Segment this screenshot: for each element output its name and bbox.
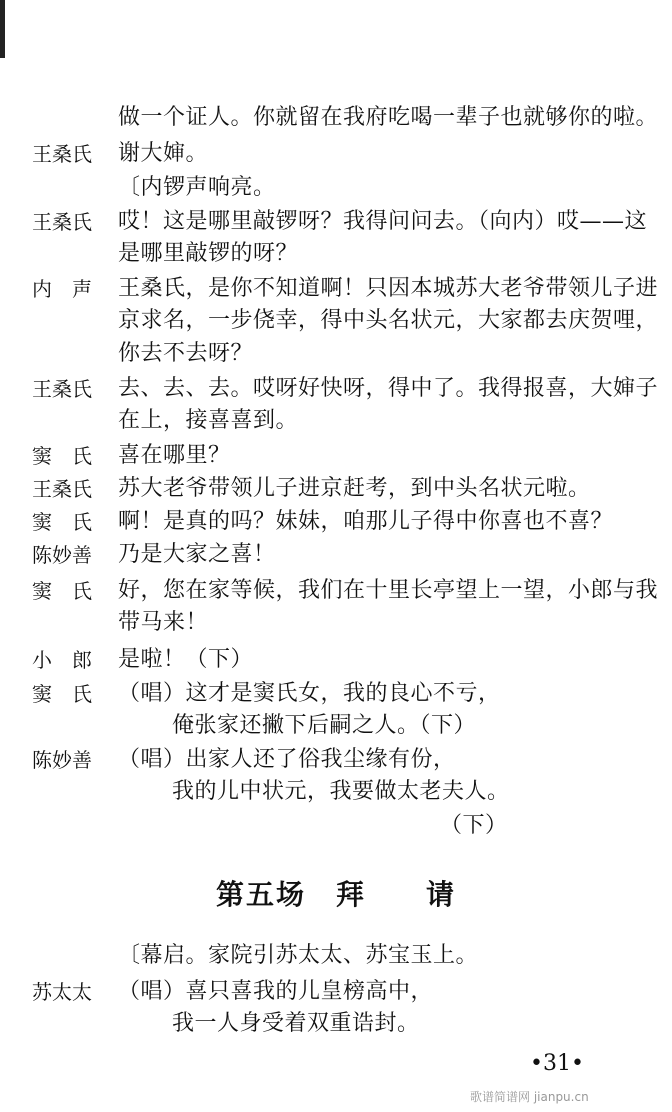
dialogue-line: 我一人身受着双重诰封。	[172, 1011, 420, 1036]
dialogue-line: （唱）出家人还了俗我尘缘有份，	[118, 747, 456, 772]
dialogue-line: 你去不去呀？	[118, 341, 254, 366]
stage-direction: 〔幕启。家院引苏太太、苏宝玉上。	[118, 943, 479, 968]
dialogue-line: 苏大老爷带领儿子进京赶考，到中头名状元啦。	[118, 476, 591, 501]
dialogue-line: 王桑氏，是你不知道啊！只因本城苏大老爷带领儿子进	[118, 276, 659, 301]
dialogue-line: 哎！这是哪里敲锣呀？我得问问去。（向内）哎——这	[118, 209, 648, 234]
dialogue-line: 做一个证人。你就留在我府吃喝一辈子也就够你的啦。	[118, 105, 659, 130]
speaker-name: 窦 氏	[32, 444, 92, 468]
speaker-name: 苏太太	[32, 980, 92, 1004]
speaker-name: 王桑氏	[32, 477, 92, 501]
speaker-name: 王桑氏	[32, 210, 92, 234]
dialogue-line: 好，您在家等候，我们在十里长亭望上一望，小郎与我	[118, 578, 659, 603]
dialogue-line: 是啦！（下）	[118, 647, 254, 672]
dialogue-line: 喜在哪里？	[118, 443, 231, 468]
dialogue-line: 啊！是真的吗？妹妹，咱那儿子得中你喜也不喜？	[118, 509, 614, 534]
dialogue-line: （唱）喜只喜我的儿皇榜高中，	[118, 979, 434, 1004]
speaker-name: 陈妙善	[32, 543, 92, 567]
dialogue-line: 在上，接喜喜到。	[118, 408, 299, 433]
speaker-name: 王桑氏	[32, 377, 92, 401]
dialogue-line: （唱）这才是窦氏女，我的良心不亏，	[118, 681, 501, 706]
scan-edge-mark	[0, 0, 5, 58]
speaker-name: 陈妙善	[32, 748, 92, 772]
stage-direction: （下）	[440, 813, 508, 838]
speaker-name: 内 声	[32, 277, 92, 301]
stage-direction: 〔内锣声响亮。	[118, 175, 276, 200]
page-number: •31•	[530, 1051, 584, 1076]
dialogue-line: 去、去、去。哎呀好快呀，得中了。我得报喜，大婶子	[118, 376, 659, 401]
speaker-name: 窦 氏	[32, 510, 92, 534]
speaker-name: 窦 氏	[32, 579, 92, 603]
speaker-name: 王桑氏	[32, 142, 92, 166]
scene-title: 第五场 拜 请	[215, 878, 456, 911]
dialogue-line: 京求名，一步侥幸，得中头名状元，大家都去庆贺哩，	[118, 308, 659, 333]
speaker-name: 窦 氏	[32, 682, 92, 706]
speaker-name: 小 郎	[32, 648, 92, 672]
dialogue-line: 乃是大家之喜！	[118, 542, 276, 567]
watermark-text: 歌谱简谱网 jianpu.cn	[470, 1090, 589, 1104]
dialogue-line: 是哪里敲锣的呀？	[118, 241, 299, 266]
dialogue-line: 带马来！	[118, 610, 209, 635]
dialogue-line: 俺张家还撇下后嗣之人。（下）	[172, 713, 477, 738]
dialogue-line: 谢大婶。	[118, 141, 209, 166]
dialogue-line: 我的儿中状元，我要做太老夫人。	[172, 779, 510, 804]
